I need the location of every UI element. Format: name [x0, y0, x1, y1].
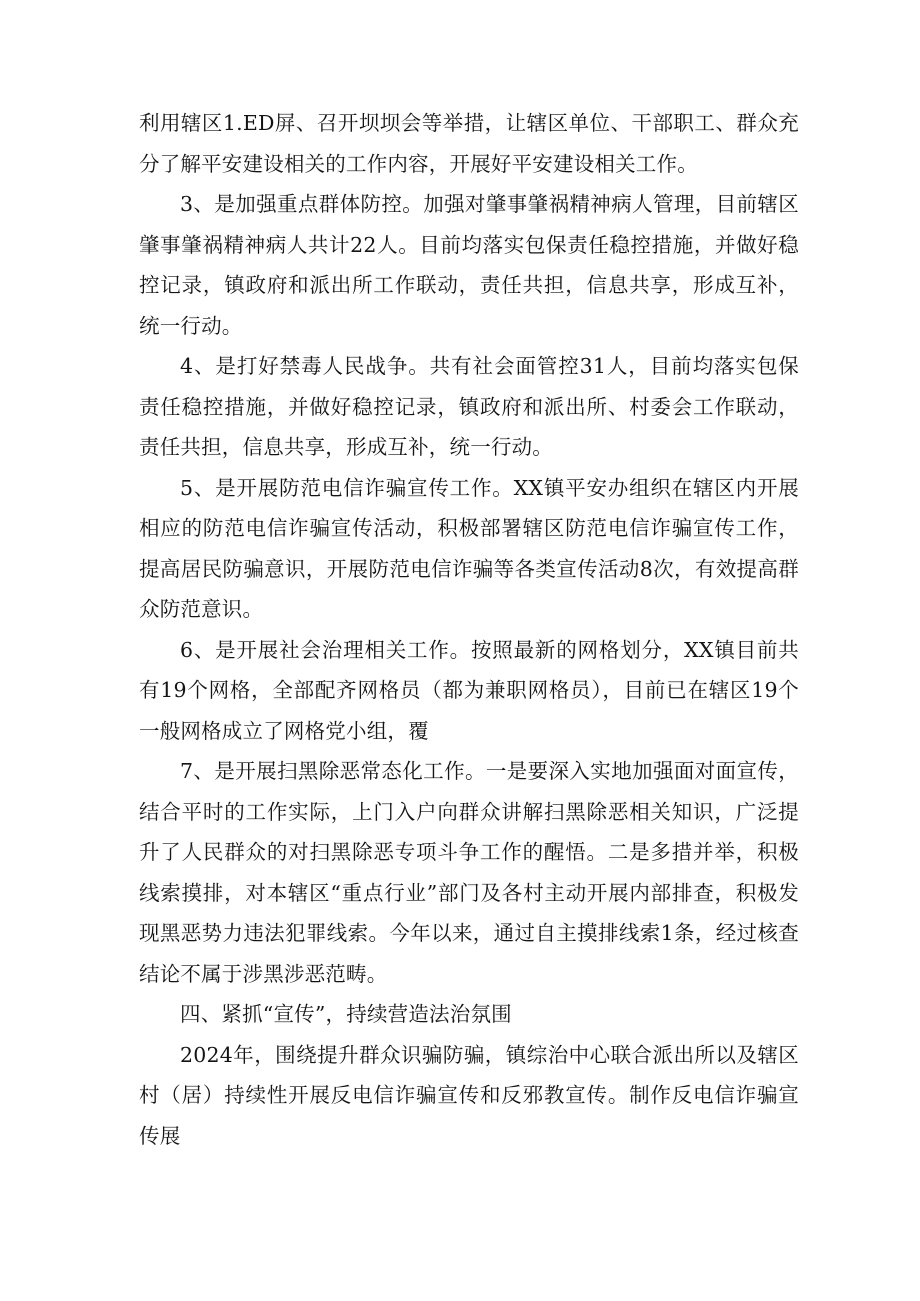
paragraph-item-4: 4、是打好禁毒人民战争。共有社会面管控31人，目前均落实包保责任稳控措施，并做好稳控记录，镇政府和派出所、村委会工作联动，责任共担，信息共享，形成互补，统一行动。 [139, 354, 799, 459]
paragraph-2024: 2024年，围绕提升群众识骗防骗，镇综治中心联合派出所以及辖区村（居）持续性开展反电信诈骗宣传和反邪教宣传。制作反电信诈骗宣传展 [139, 1042, 799, 1148]
paragraph-item-6: 6、是开展社会治理相关工作。按照最新的网格划分，XX镇目前共有19个网格，全部配齐网格员（都为兼职网格员），目前已在辖区19个一般网格成立了网格党小组，覆 [139, 637, 799, 743]
paragraph-item-5: 5、是开展防范电信诈骗宣传工作。XX镇平安办组织在辖区内开展相应的防范电信诈骗宣传活动，积极部署辖区防范电信诈骗宣传工作，提高居民防骗意识，开展防范电信诈骗等各类宣传活动8次，有效提高群众防范意识。 [139, 475, 799, 621]
paragraph-item-7: 7、是开展扫黑除恶常态化工作。一是要深入实地加强面对面宣传，结合平时的工作实际，上门入户向群众讲解扫黑除恶相关知识，广泛提升了人民群众的对扫黑除恶专项斗争工作的醒悟。二是多措并举，积极线索摸排，对本辖区“重点行业”部门及各村主动开展内部排查，积极发现黑恶势力违法犯罪线索。今年以来，通过自主摸排线索1条，经过核查结论不属于涉黑涉恶范畴。 [139, 759, 799, 986]
section-heading: 四、紧抓“宣传”，持续营造法治氛围 [180, 1002, 512, 1026]
document-body [139, 103, 799, 1156]
paragraph-continuation: 利用辖区1.ED屏、召开坝坝会等举措，让辖区单位、干部职工、群众充分了解平安建设相关的工作内容，开展好平安建设相关工作。 [139, 111, 799, 176]
paragraph-item-3: 3、是加强重点群体防控。加强对肇事肇祸精神病人管理，目前辖区肇事肇祸精神病人共计22人。目前均落实包保责任稳控措施，并做好稳控记录，镇政府和派出所工作联动，责任共担，信息共享，形成互补，统一行动。 [139, 192, 799, 338]
